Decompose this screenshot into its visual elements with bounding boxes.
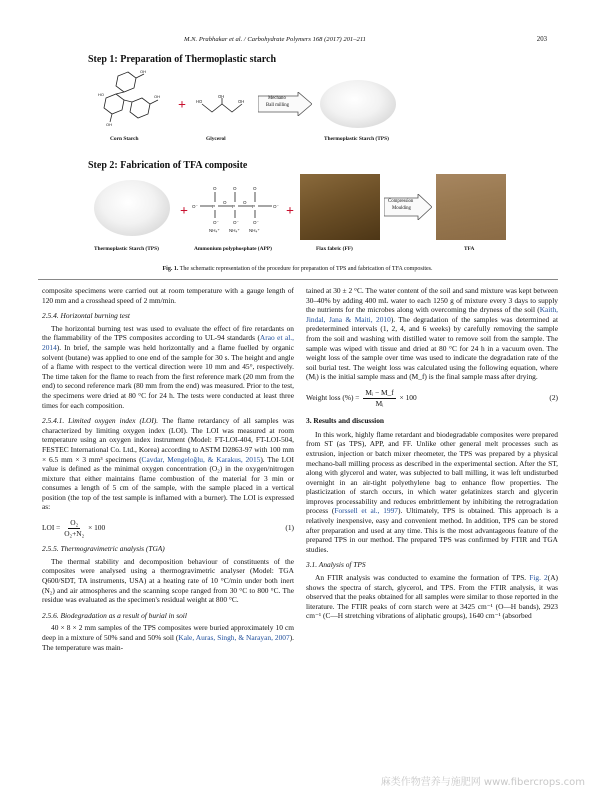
soil-burial-paragraph: tained at 30 ± 2 °C. The water content of the soil and sand mixture was kept between 30–40% by adding 400 mL water to each 1250 g of mixture every 3 days to supply the nutrients for the microbes along with overcoming the dryness of the soil (Kaith, Jindal, Jana & Maiti, 2010). The degradation of the samples was determined at predetermined intervals (1, 2, 4, and 6 weeks) by carefully removing the sample from the soil and washing with distilled water to remove soil from the sample. The sample was wiped with tissue and dried at 80 °C for 24 h in a vacuum oven. The weight loss of the sample over time was used to indicate the degradation rate of the soil burial test. The weight loss was calculated using the following equation, where (Mᵢ) is the initial sample mass and (M_f) is the final sample mass after drying.	[306, 286, 558, 382]
intro-paragraph: composite specimens were carried out at room temperature with a gauge length of 120 mm and a crosshead speed of 2 mm/min.	[42, 286, 294, 305]
tps-powder-image	[320, 80, 396, 128]
oh-label: OH	[218, 94, 225, 99]
right-column	[306, 286, 558, 621]
section-2-5-4-title: 2.5.4. Horizontal burning test	[42, 311, 130, 321]
nh4-label: NH₄⁺	[209, 228, 220, 233]
oh-label: OH	[106, 122, 112, 127]
left-column	[42, 286, 294, 652]
page-number: 203	[536, 36, 547, 43]
app-structure	[192, 180, 284, 238]
section-3-1-title: 3.1. Analysis of TPS	[306, 560, 366, 570]
plus-sign: +	[178, 98, 186, 113]
equation-1: LOI = $\frac{\text{O₂}}{\text{O₂+N₂}}$ × 100 (1)	[42, 518, 294, 538]
moulding-label-line2: Moulding	[392, 206, 411, 211]
corn-starch-label: Corn Starch	[110, 136, 139, 142]
oh-label: HO	[98, 92, 104, 97]
tps-powder-image-2	[94, 180, 170, 236]
step2-title: Step 2: Fabrication of TFA composite	[88, 160, 248, 171]
section-2-5-4-1-title: 2.5.4.1. Limited oxygen index (LOI).	[42, 416, 159, 426]
citation-link[interactable]: Kaith, Jindal, Jana & Maiti, 2010	[306, 305, 558, 324]
section-2-5-5-text: The thermal stability and decomposition behaviour of constituents of the composites were analysed using a thermogravimetric analyser (Model: TGA Q600/SDT, TA instruments, USA) at a heating rate of 10 °C/min under both inert (N₂) and air atmospheres and the scanning scope ranged from 30 °C to 800 °C. The residue was evaluated as the specimen's residual weight at 800 °C.	[42, 556, 294, 605]
caption-divider	[38, 279, 558, 280]
figure-caption-label: Fig. 1.	[162, 266, 179, 272]
o-label: O⁻	[273, 204, 279, 209]
section-2-5-4-1-text: 2.5.4.1. Limited oxygen index (LOI). The flame retardancy of all samples was characterized by limiting oxygen index (LOI). The LOI was measured at room temperature using an oxygen index instrument (Model: FT-LOI-404, FT-LOI-504, FESTEC International Co. Ltd., Korea) according to ASTM D2863-97 with 100 mm × 6.5 mm × 3 mm³ specimens (Cavdar, Mengeloğlu, & Karakus, 2015). The LOI value is defined as the minimal oxygen concentration (O₂) in the oxygen/nitrogen mixture that either maintains flame combustion of the material for 3 min or consumes a length of 5 cm of the sample, with the sample placed in a vertical position (the top of the test sample is inflamed with a burner). The LOI is expressed as:	[42, 416, 294, 512]
equation-2: Weight loss (%) = $\frac{\text{Mᵢ − M\_f}}{\text{Mᵢ}}$ × 100 (2)	[306, 387, 558, 408]
o-label: O	[253, 186, 257, 191]
glycerol-label: Glycerol	[206, 136, 226, 142]
figure-1	[88, 48, 508, 258]
site-watermark: 麻类作物营养与施肥网 www.fibercrops.com	[380, 777, 585, 788]
nh4-label: NH₄⁺	[249, 228, 260, 233]
figure-caption-text: The schematic representation of the procedure for preparation of TPS and fabrication of TFA composites.	[179, 266, 433, 272]
section-2-5-5-title: 2.5.5. Thermogravimetric analysis (TGA)	[42, 544, 165, 554]
figure-link[interactable]: Fig. 2	[529, 573, 548, 583]
step1-title: Step 1: Preparation of Thermoplastic starch	[88, 54, 277, 65]
equation-number: (1)	[285, 523, 294, 533]
section-2-5-4-text: The horizontal burning test was used to evaluate the effect of fire retardants on the flammability of the TPS composites according to UL-94 standards (Arao et al., 2014). In brief, the sample was held horizontally and a flame fuelled by organic solvent (butane) was applied to one end of the sample for 30 s. The height and angle of a flame with respect to the vertical direction were 10 mm and 45°, respectively. The time taken for the flame to reach from the first reference mark (20 mm from the end) to second reference mark (80 mm from the end) was measured. Prior to the test, the specimens were dried at 80 °C for 24 h. The tests were conducted at least three times for each composition.	[42, 323, 294, 410]
milling-label-line2: Ball milling	[266, 103, 290, 108]
app-label: Ammonium polyphosphate (APP)	[194, 246, 272, 252]
citation-link[interactable]: Cavdar, Mengeloğlu, & Karakus, 2015	[141, 454, 261, 464]
section-3-1-text: An FTIR analysis was conducted to examine the formation of TPS. Fig. 2(A) shows the spectra of starch, glycerol, and TPS. From the FTIR analysis, it was observed that the peaks obtained for all samples were similar to those reported in the literature. The FTIR peaks of corn starch were at 3425 cm⁻¹ (O—H bands), 2923 cm⁻¹ (C—H stretching vibrations of aliphatic groups), 1640 cm⁻¹ (absorbed	[306, 573, 559, 621]
oh-label: HO	[196, 99, 203, 104]
oh-label: OH	[238, 99, 245, 104]
citation-link[interactable]: Arao et al., 2014	[42, 333, 294, 352]
o-label: O	[223, 200, 227, 205]
o-label: O	[233, 186, 237, 191]
milling-label-line1: Mechano	[268, 96, 286, 101]
journal-citation: M.N. Prabhakar et al. / Carbohydrate Polymers 168 (2017) 201–211	[184, 36, 366, 43]
tps-label-step1: Thermoplastic Starch (TPS)	[324, 136, 389, 142]
o-label: O⁻	[192, 204, 198, 209]
plus-sign: +	[180, 204, 188, 219]
nh4-label: NH₄⁺	[229, 228, 240, 233]
section-2-5-6-title: 2.5.6. Biodegradation as a result of burial in soil	[42, 610, 187, 620]
o-label: O⁻	[233, 220, 239, 225]
o-label: O⁻	[213, 220, 219, 225]
section-3-text: In this work, highly flame retardant and biodegradable composites were prepared from ST (as TPS), APP, and FF. Unlike other general melt processes such as extrusion, injection or batch mixer rheometer, the TPS was prepared by a physical mechano-ball milling process as described in the experimental section. After the ST, along with glycerol and water, was subjected to ball milling, it was left undisturbed overnight in an air-tight polyethylene bag to enhance flow properties. The plasticization of starch occurs, in which water gelatinizes starch and glycerin improves processability and reduces embrittlement by inhibiting the retrogradation process (Forssell et al., 1997). Ultimately, TPS is obtained. This approach is a relatively inexpensive, easy and convenient method. In addition, TPS can be stored after preparation and used at any time. This is the most advantageous feature of the prepared TPS in our method. The prepared TPS was confirmed by FTIR and TGA studies.	[306, 429, 558, 554]
oh-label: OH	[140, 69, 146, 74]
corn-starch-structure	[96, 68, 166, 130]
citation-link[interactable]: Kale, Auras, Singh, & Narayan, 2007	[178, 633, 290, 642]
p-label: P	[212, 204, 216, 209]
p-label: P	[252, 204, 256, 209]
tfa-composite-image	[436, 174, 506, 240]
citation-link[interactable]: Forssell et al., 1997	[334, 506, 398, 516]
plus-sign: +	[286, 204, 294, 219]
p-label: P	[232, 204, 236, 209]
flax-fabric-image	[300, 174, 380, 240]
section-3-title: 3. Results and discussion	[306, 416, 385, 426]
tps-label-step2: Thermoplastic Starch (TPS)	[94, 246, 159, 252]
section-2-5-6-text: 40 × 8 × 2 mm samples of the TPS composites were buried approximately 10 cm deep in a mixture of 50% sand and 50% soil (Kale, Auras, Singh, & Narayan, 2007). The temperature was main-	[42, 623, 294, 652]
o-label: O⁻	[253, 220, 259, 225]
oh-label: OH	[154, 94, 160, 99]
equation-number: (2)	[549, 393, 558, 403]
o-label: O	[213, 186, 217, 191]
o-label: O	[243, 200, 247, 205]
flax-fabric-label: Flax fabric (FF)	[316, 246, 353, 252]
tfa-label: TFA	[464, 246, 475, 252]
figure-caption	[0, 266, 595, 272]
glycerol-structure	[196, 94, 248, 124]
moulding-label-line1: Compression	[388, 199, 414, 204]
